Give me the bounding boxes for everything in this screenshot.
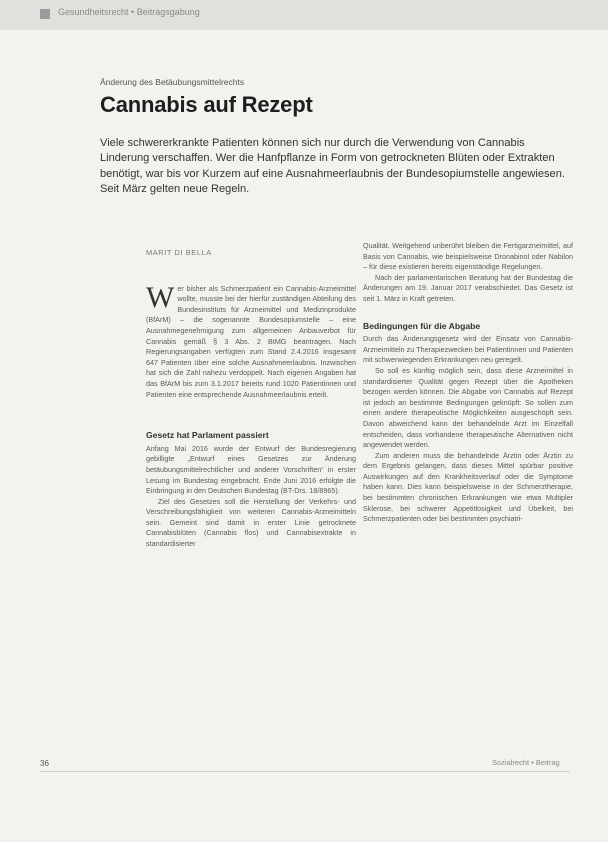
body-paragraph: Durch das Änderungsgesetz wird der Einsatz von Cannabis-Arzneimitteln zu Therapiezwecken bei Patientinnen und Patienten mit schwerwiegenden Erkrankungen neu geregelt. xyxy=(363,334,573,365)
footer-divider xyxy=(40,771,570,772)
body-paragraph: Ziel des Gesetzes soll die Herstellung der Verkehrs- und Verschreibungsfähigkeit von weiteren Cannabis-Arzneimitteln sein. Gemeint sind damit in erster Linie getrocknete Cannabisblüten (Cannabis flos) und Cannabisextrakte in standardisierter xyxy=(146,496,356,549)
drop-cap: W xyxy=(146,280,175,314)
section-label: Gesundheitsrecht • Beitragsgabung xyxy=(58,7,200,17)
article-title: Cannabis auf Rezept xyxy=(100,92,313,117)
body-paragraph: Zum anderen muss die behandelnde Ärztin oder Ärztin zu dem Ergebnis gelangen, dass dieses Mittel spürbar positive Auswirkungen auf den Krankheitsverlauf oder die Symptome haben kann. Dies kann beispielsweise in der Schmerztherapie, bei bestimmten chronischen Erkrankungen wie etwa Multipler Sklerose, bei schwerer Appetitlosigkeit und Übelkeit, bei Schmerzpatienten oder bei bestimmten psychiatri- xyxy=(363,450,573,524)
body-paragraph: Nach der parlamentarischen Beratung hat der Bundestag die Änderungen am 19. Januar 2017 verabschiedet. Das Gesetz ist seit 1. März in Kraft getreten. xyxy=(363,272,573,303)
intro-paragraph: Wer bisher als Schmerzpatient ein Cannabis-Arzneimittel wollte, musste bei der hierfür zuständigen Abteilung des Bundesinstituts für Arzneimittel und Medizinprodukte (BfArM) – die sogenannte Bundesopiumstelle – eine Ausnahmegenehmigung zum allgemeinen Anbauverbot für Cannabis gemäß § 3 Abs. 2 BtMG beantragen. Nach Regierungsangaben verfügten zum Stand 2.4.2016 insgesamt 647 Patienten über eine solche Ausnahmeerlaubnis. Inzwischen hat sich die Zahl nahezu verdoppelt. Nach eigenen Angaben hat das BfArM bis zum 3.1.2017 bereits rund 1020 Patientinnen und Patienten eine entsprechende Ausnahmeerlaubnis erteilt. xyxy=(146,280,356,399)
article-kicker: Änderung des Betäubungsmittelrechts xyxy=(100,77,245,87)
text-column-left xyxy=(146,248,356,550)
article-lead: Viele schwererkrankte Patienten können sich nur durch die Verwendung von Cannabis Linderung verschaffen. Wer die Hanfpflanze in Form von getrockneten Blüten oder Extrakten benötigt, war bis vor Kurzem auf eine Ausnahmeerlaubnis der Bundesopiumstelle angewiesen. Seit März gelten neue Regeln. xyxy=(100,137,565,196)
body-paragraph: Qualität. Weitgehend unberührt bleiben die Fertigarzneimittel, auf Basis von Cannabis, wie beispielsweise Dronabinol oder Nabilon – für diese existieren bereits eigenständige Regelungen. xyxy=(363,241,573,272)
publication-footer: Sozialrecht • Beitrag xyxy=(492,758,560,767)
text-column-right xyxy=(363,241,573,525)
column-spacer xyxy=(146,400,356,420)
section-marker-icon xyxy=(40,9,50,19)
subheading-gesetz: Gesetz hat Parlament passiert xyxy=(146,430,269,441)
page-number: 36 xyxy=(40,759,49,768)
body-paragraph: Anfang Mai 2016 wurde der Entwurf der Bundesregierung gebilligte „Entwurf eines Gesetzes zur Änderung betäubungsmittelrechtlicher und anderer Vorschriften“ in erster Lesung im Bundestag eingebracht. Ende Juni 2016 erfolgte die Einbringung in den Deutschen Bundestag (BT-Drs. 18/8965). xyxy=(146,443,356,496)
running-header xyxy=(0,0,608,30)
author-byline: MARIT DI BELLA xyxy=(146,248,212,257)
subheading-bedingungen: Bedingungen für die Abgabe xyxy=(363,320,481,331)
body-paragraph: So soll es künftig möglich sein, dass diese Arzneimittel in standardisierter Qualität gegen Rezept über die Apotheken bezogen werden können. Die Abgabe von Cannabis auf Rezept ist jedoch an bestimmte Bedingungen geknüpft: So sollen zum einen andere therapeutische Möglichkeiten ausgeschöpft sein. Davon abweichend kann der behandelnde Arzt im Einzelfall entscheiden, dass vorhandene therapeutische Alternativen nicht angewendet werden. xyxy=(363,365,573,450)
